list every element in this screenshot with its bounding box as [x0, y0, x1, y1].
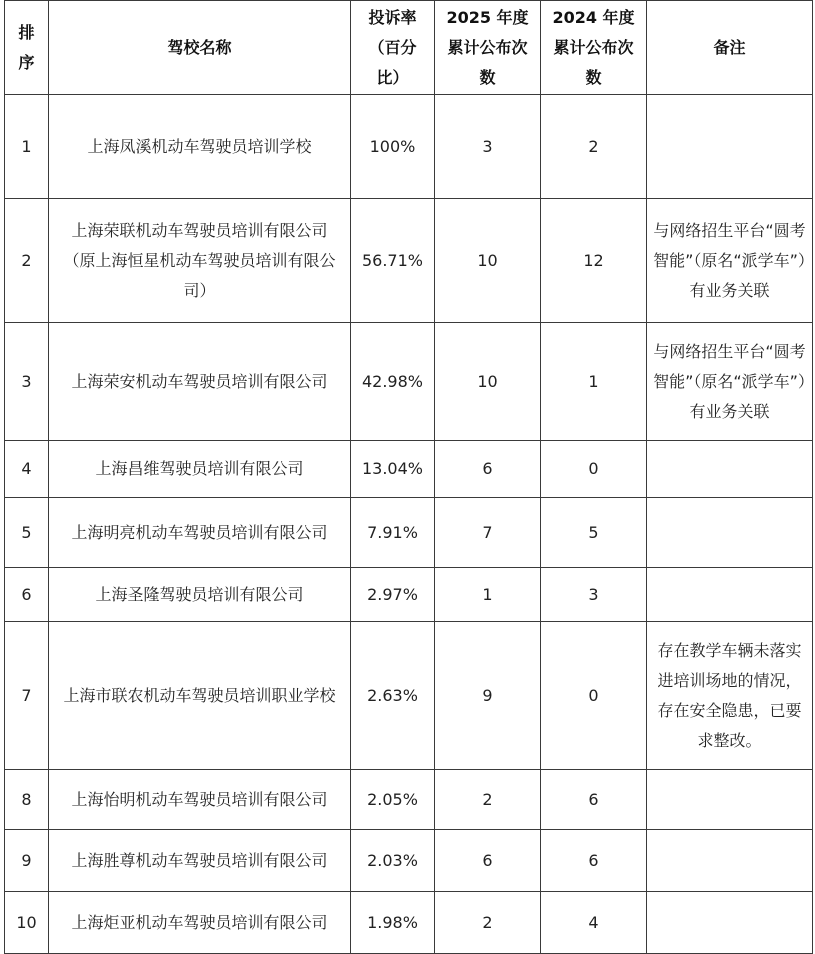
complaint-rate-cell: 2.05%: [351, 770, 435, 830]
remark-cell: [647, 830, 813, 892]
table-row: [5, 323, 813, 441]
count-2025-cell: 9: [435, 622, 541, 770]
remark-cell: [647, 498, 813, 568]
complaint-rate-cell: 1.98%: [351, 892, 435, 954]
complaint-rate-cell: 42.98%: [351, 323, 435, 441]
rank-cell: 4: [5, 441, 49, 498]
remark-cell: [647, 770, 813, 830]
rank-cell: 3: [5, 323, 49, 441]
table-row: [5, 622, 813, 770]
rank-cell: 7: [5, 622, 49, 770]
school-name-cell: 上海凤溪机动车驾驶员培训学校: [49, 95, 351, 199]
count-2024-cell: 6: [541, 770, 647, 830]
school-name-cell: 上海市联农机动车驾驶员培训职业学校: [49, 622, 351, 770]
count-2024-cell: 2: [541, 95, 647, 199]
rank-cell: 1: [5, 95, 49, 199]
complaint-rate-cell: 2.97%: [351, 568, 435, 622]
header-row: [5, 1, 813, 95]
remark-cell: [647, 441, 813, 498]
rank-cell: 9: [5, 830, 49, 892]
complaint-rate-cell: 7.91%: [351, 498, 435, 568]
remark-cell: [647, 95, 813, 199]
header-count-2025: 2025 年度累计公布次数: [435, 1, 541, 95]
table-row: [5, 95, 813, 199]
count-2025-cell: 6: [435, 441, 541, 498]
count-2024-cell: 5: [541, 498, 647, 568]
header-count-2024: 2024 年度累计公布次数: [541, 1, 647, 95]
table-row: [5, 441, 813, 498]
count-2024-cell: 12: [541, 199, 647, 323]
remark-cell: [647, 892, 813, 954]
remark-cell: 与网络招生平台“圆考智能”（原名“派学车”）有业务关联: [647, 323, 813, 441]
table-row: [5, 830, 813, 892]
school-name-cell: 上海圣隆驾驶员培训有限公司: [49, 568, 351, 622]
header-rank: 排序: [5, 1, 49, 95]
school-name-cell: 上海昌维驾驶员培训有限公司: [49, 441, 351, 498]
rank-cell: 8: [5, 770, 49, 830]
count-2025-cell: 10: [435, 199, 541, 323]
school-name-cell: 上海荣安机动车驾驶员培训有限公司: [49, 323, 351, 441]
complaint-rate-cell: 2.63%: [351, 622, 435, 770]
count-2025-cell: 2: [435, 770, 541, 830]
count-2024-cell: 0: [541, 441, 647, 498]
count-2025-cell: 3: [435, 95, 541, 199]
school-name-cell: 上海明亮机动车驾驶员培训有限公司: [49, 498, 351, 568]
count-2024-cell: 4: [541, 892, 647, 954]
header-rate: 投诉率（百分比）: [351, 1, 435, 95]
count-2025-cell: 10: [435, 323, 541, 441]
count-2024-cell: 6: [541, 830, 647, 892]
header-remark: 备注: [647, 1, 813, 95]
remark-cell: 与网络招生平台“圆考智能”（原名“派学车”）有业务关联: [647, 199, 813, 323]
rank-cell: 2: [5, 199, 49, 323]
count-2024-cell: 1: [541, 323, 647, 441]
count-2025-cell: 2: [435, 892, 541, 954]
remark-cell: [647, 568, 813, 622]
count-2025-cell: 1: [435, 568, 541, 622]
complaint-rate-cell: 56.71%: [351, 199, 435, 323]
header-school: 驾校名称: [49, 1, 351, 95]
table-row: [5, 199, 813, 323]
count-2024-cell: 0: [541, 622, 647, 770]
school-name-cell: 上海荣联机动车驾驶员培训有限公司（原上海恒星机动车驾驶员培训有限公司）: [49, 199, 351, 323]
school-name-cell: 上海炬亚机动车驾驶员培训有限公司: [49, 892, 351, 954]
remark-cell: 存在教学车辆未落实进培训场地的情况，存在安全隐患，已要求整改。: [647, 622, 813, 770]
rank-cell: 5: [5, 498, 49, 568]
rank-cell: 10: [5, 892, 49, 954]
complaint-rate-cell: 100%: [351, 95, 435, 199]
table-row: [5, 770, 813, 830]
school-name-cell: 上海胜尊机动车驾驶员培训有限公司: [49, 830, 351, 892]
count-2025-cell: 6: [435, 830, 541, 892]
table-row: [5, 568, 813, 622]
complaint-rate-cell: 2.03%: [351, 830, 435, 892]
table-row: [5, 498, 813, 568]
rank-cell: 6: [5, 568, 49, 622]
complaint-rate-table: [4, 0, 813, 954]
complaint-rate-cell: 13.04%: [351, 441, 435, 498]
count-2024-cell: 3: [541, 568, 647, 622]
count-2025-cell: 7: [435, 498, 541, 568]
table-row: [5, 892, 813, 954]
school-name-cell: 上海怡明机动车驾驶员培训有限公司: [49, 770, 351, 830]
